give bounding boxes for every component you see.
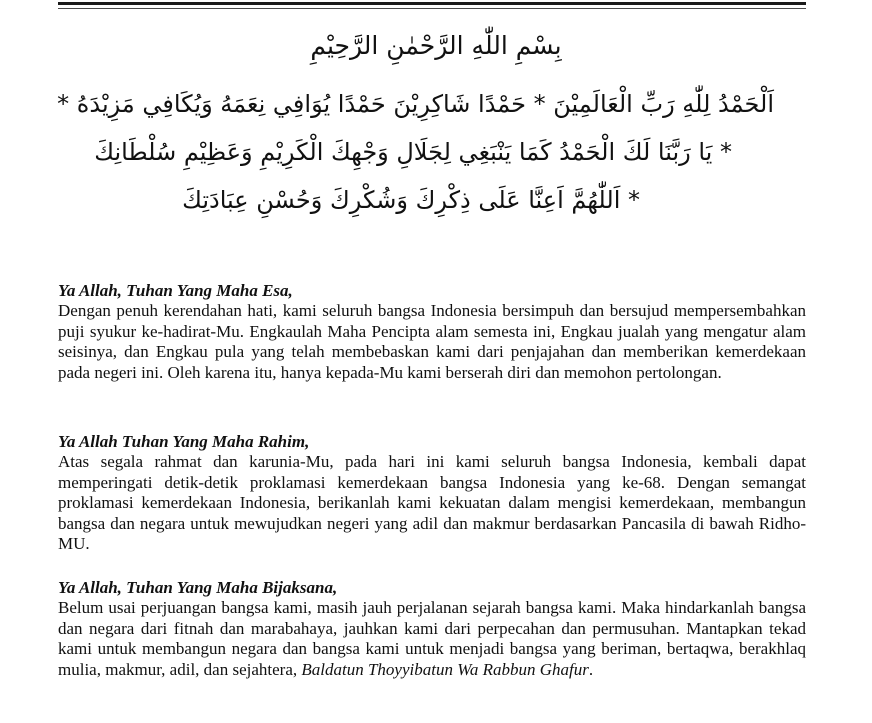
closing-period: . — [588, 659, 594, 679]
section-paragraph: Dengan penuh kerendahan hati, kami seluruh bangsa Indonesia bersimpuh dan bersujud mempersembahkan puji syukur ke-hadirat-Mu. Engkaulah Maha Pencipta alam semesta ini, Engkau jualah yang mengatur alam seisinya, dan Engkau pula yang telah membebaskan kami dari penjajahan dan memberikan kemerdekaan pada negeri ini. Oleh karena itu, hanya kepada-Mu kami berserah diri dan memohon pertolongan. — [58, 301, 806, 382]
section-paragraph — [58, 598, 806, 680]
arabic-prayer-line-2: * يَا رَبَّنَا لَكَ الْحَمْدُ كَمَا يَنْبَغِي لِجَلَالِ وَجْهِكَ الْكَرِيْمِ وَعَظِيْمِ سُلْطَانِكَ — [94, 138, 732, 166]
top-border-rule — [58, 2, 806, 5]
closing-phrase: Baldatun Thoyyibatun Wa Rabbun Ghafur — [301, 659, 589, 679]
section-paragraph-body: Belum usai perjuangan bangsa kami, masih jauh perjalanan sejarah bangsa kami. Maka hindarkanlah bangsa dan negara dari fitnah dan marabahaya, jauhkan kami dari perpecahan dan permusuhan. Mantapkan tekad kami untuk membangun negara dan bangsa kami untuk menjadi bangsa yang beriman, bertaqwa, berakhlaq mulia, makmur, adil, dan sejahtera, — [58, 598, 806, 679]
prayer-section-2 — [58, 432, 806, 555]
basmalah-heading: بِسْمِ اللّٰهِ الرَّحْمٰنِ الرَّحِيْمِ — [310, 31, 562, 60]
arabic-prayer-line-3: * اَللّٰهُمَّ اَعِنَّا عَلَى ذِكْرِكَ وَشُكْرِكَ وَحُسْنِ عِبَادَتِكَ — [182, 186, 640, 214]
section-paragraph: Atas segala rahmat dan karunia-Mu, pada hari ini kami seluruh bangsa Indonesia, kembali dapat memperingati detik-detik proklamasi kemerdekaan bangsa Indonesia yang ke-68. Dengan semangat proklamasi kemerdekaan Indonesia, berikanlah kami kekuatan dalam mengisi kemerdekaan, membangun bangsa dan negara untuk mewujudkan negeri yang adil dan makmur berdasarkan Pancasila di bawah Ridho-MU. — [58, 452, 806, 553]
top-border-thin-rule — [58, 8, 806, 9]
arabic-prayer-line-1: اَلْحَمْدُ لِلّٰهِ رَبِّ الْعَالَمِيْنَ * حَمْدًا شَاكِرِيْنَ حَمْدًا يُوَافِي نِعَمَهُ وَيُكَافِي مَزِيْدَهُ * — [57, 90, 774, 118]
section-heading: Ya Allah, Tuhan Yang Maha Bijaksana, — [58, 578, 338, 597]
section-heading: Ya Allah Tuhan Yang Maha Rahim, — [58, 432, 310, 451]
prayer-section-3 — [58, 578, 806, 680]
prayer-section-1 — [58, 281, 806, 383]
section-heading: Ya Allah, Tuhan Yang Maha Esa, — [58, 281, 293, 300]
